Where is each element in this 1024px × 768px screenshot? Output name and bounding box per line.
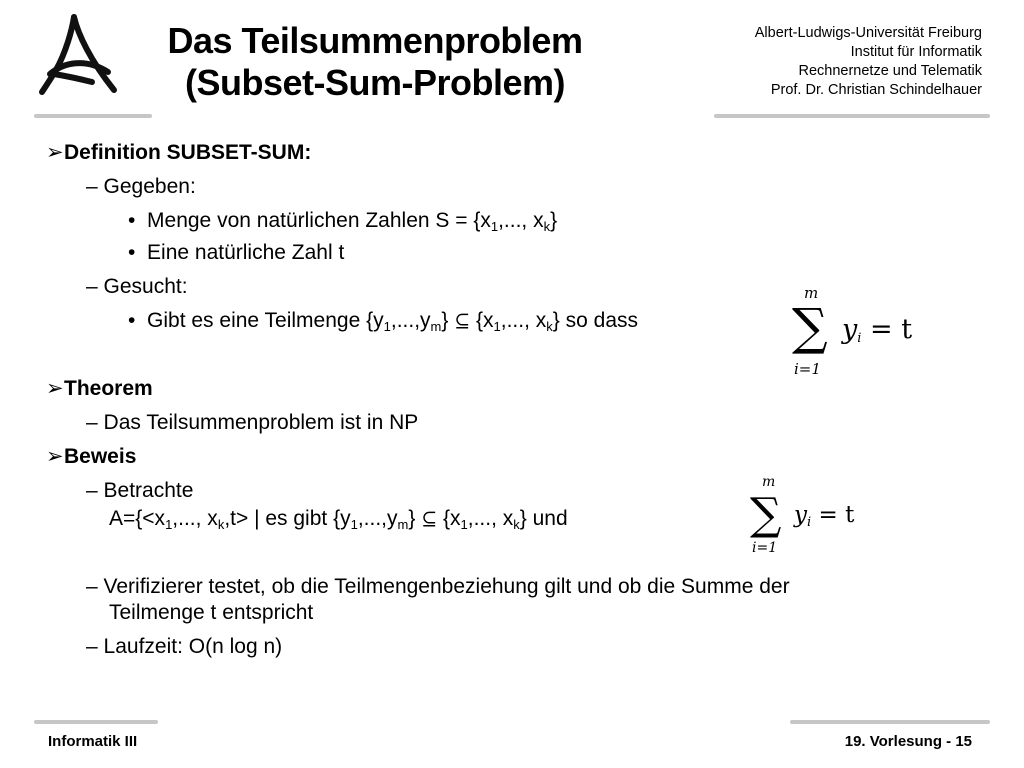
- teilmenge-item: • Gibt es eine Teilmenge $\{y_1,...,y_m\}$ ⊆ {$x_1$,..., $x_k$} so dass: [128, 309, 639, 334]
- definition-heading: ➢Definition SUBSET-SUM:: [46, 141, 312, 164]
- gesucht-item: – Gesucht:: [86, 275, 188, 298]
- sum-formula: [748, 474, 888, 564]
- subseteq-symbol: ⊆: [454, 310, 471, 332]
- sum-lower-limit: i=1: [752, 540, 778, 556]
- sigma-symbol: ∑: [750, 489, 782, 540]
- sum-upper-limit: m: [804, 284, 819, 302]
- institution-line: Rechnernetze und Telematik: [798, 63, 982, 79]
- verifizierer-item-continued: Teilmenge t entspricht: [109, 601, 314, 624]
- dash-bullet: –: [86, 411, 98, 434]
- dot-bullet: •: [128, 241, 136, 264]
- footer-divider-left: [34, 720, 158, 724]
- title-line-2: (Subset-Sum-Problem): [184, 62, 566, 103]
- beweis-heading: ➢Beweis: [46, 445, 137, 468]
- university-logo: [30, 12, 130, 102]
- institution-block: [755, 24, 982, 100]
- arrow-bullet-icon: ➢: [46, 445, 64, 468]
- dash-bullet: –: [86, 635, 98, 658]
- sum-body: $y_i = t$: [842, 314, 913, 346]
- laufzeit-item: – Laufzeit: O(n log n): [86, 635, 283, 658]
- institution-line: Institut für Informatik: [850, 44, 982, 60]
- footer-divider-right: [790, 720, 990, 724]
- arrow-bullet-icon: ➢: [46, 377, 64, 400]
- institution-line: Prof. Dr. Christian Schindelhauer: [770, 82, 982, 98]
- subseteq-symbol: ⊆: [421, 508, 438, 530]
- gegeben-item: – Gegeben:: [86, 175, 196, 198]
- betrachte-item: – Betrachte: [86, 479, 194, 502]
- slide-title: [160, 20, 590, 104]
- sum-lower-limit: i=1: [794, 360, 821, 378]
- dot-bullet: •: [128, 309, 136, 332]
- footer-course: Informatik III: [48, 733, 138, 750]
- dash-bullet: –: [86, 175, 98, 198]
- theorem-item: – Das Teilsummenproblem ist in NP: [86, 411, 419, 434]
- header-divider-left: [34, 114, 152, 118]
- menge-item: • Menge von natürlichen Zahlen $S = \{x_1$,..., $x_k$}: [128, 209, 558, 234]
- zahl-item: • Eine natürliche Zahl t: [128, 241, 345, 264]
- theorem-heading: ➢Theorem: [46, 377, 153, 400]
- sum-upper-limit: m: [762, 474, 776, 490]
- dash-bullet: –: [86, 275, 98, 298]
- verifizierer-item: – Verifizierer testet, ob die Teilmengenbeziehung gilt und ob die Summe der: [86, 575, 790, 598]
- dash-bullet: –: [86, 575, 98, 598]
- dot-bullet: •: [128, 209, 136, 232]
- arrow-bullet-icon: ➢: [46, 141, 64, 164]
- title-line-1: Das Teilsummenproblem: [167, 20, 583, 61]
- institution-line: Albert-Ludwigs-Universität Freiburg: [754, 25, 982, 41]
- sum-body: $y_i = t$: [794, 502, 855, 530]
- header-divider-right: [714, 114, 990, 118]
- dash-bullet: –: [86, 479, 98, 502]
- sum-formula: [790, 284, 940, 384]
- footer-page-number: 19. Vorlesung - 15: [844, 733, 972, 750]
- set-a-definition: $A=\{<x_1$,..., $x_k,t>$ | es gibt $\{y_1,...,y_m\}$ ⊆ {$x_1$,..., $x_k$} und: [109, 507, 568, 532]
- sigma-symbol: ∑: [792, 298, 828, 356]
